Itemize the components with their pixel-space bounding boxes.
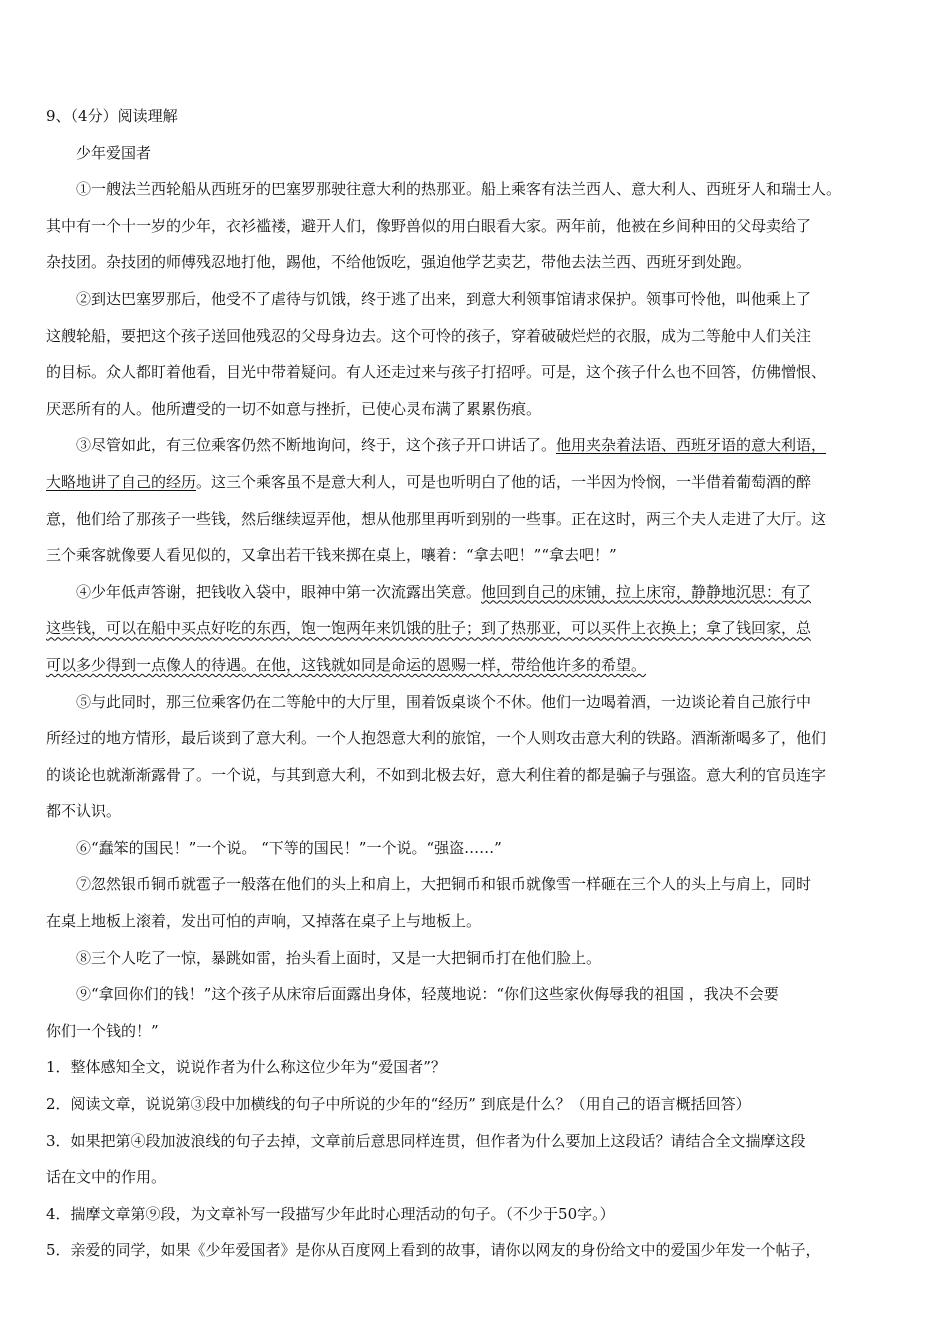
question-4: 4．揣摩文章第⑨段，为文章补写一段描写少年此时心理活动的句子。（不少于50字。） [46,1204,615,1223]
paragraph-2-line-1: ②到达巴塞罗那后，他受不了虐待与饥饿，终于逃了出来，到意大利领事馆请求保护。领事可怜他，叫他乘上了 [76,289,812,308]
paragraph-9-line-2: 你们一个钱的！” [46,1021,159,1040]
paragraph-1-line-3: 杂技团。杂技团的师傅残忍地打他，踢他，不给他饭吃，强迫他学艺卖艺，带他去法兰西、西班牙到处跑。 [46,253,752,272]
paragraph-5-line-2: 所经过的地方情形，最后谈到了意大利。一个人抱怨意大利的旅馆，一个人则攻击意大利的铁路。酒渐渐喝多了，他们 [46,729,827,748]
paragraph-3-line-4: 三个乘客就像要人看见似的，又拿出若干钱来掷在桌上，嚷着：“拿去吧！”“拿去吧！” [46,546,617,565]
paragraph-4-line-3 [46,647,908,684]
paragraph-5-line-3: 的谈论也就渐渐露骨了。一个说，与其到意大利，不如到北极去好，意大利住着的都是骗子与强盗。意大利的官员连字 [46,765,827,784]
question-1: 1．整体感知全文，说说作者为什么称这位少年为“爱国者”？ [46,1058,446,1077]
paragraph-8: ⑧三个人吃了一惊，暴跳如雷，抬头看上面时，又是一大把铜币打在他们脸上。 [76,948,602,967]
question-header: 9、（4分）阅读理解 [46,107,178,125]
paragraph-3-text: ③尽管如此，有三位乘客仍然不断地询问，终于，这个孩子开口讲话了。 [76,436,557,455]
paragraph-2-line-4: 厌恶所有的人。他所遭受的一切不如意与挫折，已使心灵布满了累累伤痕。 [46,399,542,418]
paragraph-3-line-3: 意，他们给了那孩子一些钱，然后继续逗弄他，想从他那里再听到别的一些事。正在这时，两三个夫人走进了大厅。这 [46,509,827,528]
question-2: 2．阅读文章，说说第③段中加横线的句子中所说的少年的“经历” 到底是什么？（用自己的语言概括回答） [46,1095,751,1114]
paragraph-6: ⑥“蠢笨的国民！”一个说。 “下等的国民！”一个说。“强盗……” [76,838,502,857]
paragraph-3-line-2 [46,464,908,501]
underlined-sentence: 他用夹杂着法语、西班牙语的意大利语， [556,436,827,455]
paragraph-3-text: 。这三个乘客虽不是意大利人，可是也听明白了他的话，一半因为怜悯，一半借着葡萄酒的醉 [196,472,812,491]
paragraph-4-text: ④少年低声答谢，把钱收入袋中，眼神中第一次流露出笑意。 [76,582,482,601]
paragraph-1-line-1: ①一艘法兰西轮船从西班牙的巴塞罗那驶往意大利的热那亚。船上乘客有法兰西人、意大利人、西班牙人和瑞士人。 [76,180,842,199]
question-5: 5．亲爱的同学，如果《少年爱国者》是你从百度网上看到的故事，请你以网友的身份给文中的爱国少年发一个帖子， [46,1241,821,1260]
paragraph-2-line-3: 的目标。众人都盯着他看，目光中带着疑问。有人还走过来与孩子打招呼。可是，这个孩子什么也不回答，仿佛憎恨、 [46,363,827,382]
paragraph-1-line-2: 其中有一个十一岁的少年，衣衫褴褛，避开人们，像野兽似的用白眼看大家。两年前，他被在乡间种田的父母卖给了 [46,216,812,235]
paragraph-5-line-1: ⑤与此同时，那三位乘客仍在二等舱中的大厅里，围着饭桌谈个不休。他们一边喝着酒，一边谈论着自己旅行中 [76,692,812,711]
paragraph-7-line-2: 在桌上地板上滚着，发出可怕的声响，又掉落在桌子上与地板上。 [46,912,482,931]
paragraph-5-line-4: 都不认识。 [46,802,122,821]
question-3-line-2: 话在文中的作用。 [46,1168,167,1187]
paragraph-9-line-1: ⑨“拿回你们的钱！”这个孩子从床帘后面露出身体，轻蔑地说：“你们这些家伙侮辱我的祖国 ，我决不会要 [76,985,779,1004]
question-3-line-1: 3．如果把第④段加波浪线的句子去掉，文章前后意思同样连贯，但作者为什么要加上这段话？请结合全文揣摩这段 [46,1131,806,1150]
wavy-underlined-sentence: 这些钱，可以在船中买点好吃的东西，饱一饱两年来饥饿的肚子；到了热那亚，可以买件上衣换上；拿了钱回家，总 [46,619,812,638]
paragraph-3-line-1 [46,427,908,464]
wavy-underlined-sentence: 他回到自己的床铺，拉上床帘，静静地沉思：有了 [481,582,812,601]
underlined-sentence-end: 大略地讲了自己的经历 [46,472,197,491]
exam-page [46,98,908,1269]
wavy-underlined-sentence: 可以多少得到一点像人的待遇。在他，这钱就如同是命运的恩赐一样，带给他许多的希望。 [46,655,647,674]
paragraph-7-line-1: ⑦忽然银币铜币就雹子一般落在他们的头上和肩上，大把铜币和银币就像雪一样砸在三个人的头上与肩上，同时 [76,875,812,894]
paragraph-4-line-1 [46,574,908,611]
paragraph-4-line-2 [46,610,908,647]
paragraph-2-line-2: 这艘轮船，要把这个孩子送回他残忍的父母身边去。这个可怜的孩子，穿着破破烂烂的衣服，成为二等舱中人们关注 [46,326,812,345]
article-title: 少年爱国者 [76,143,152,162]
